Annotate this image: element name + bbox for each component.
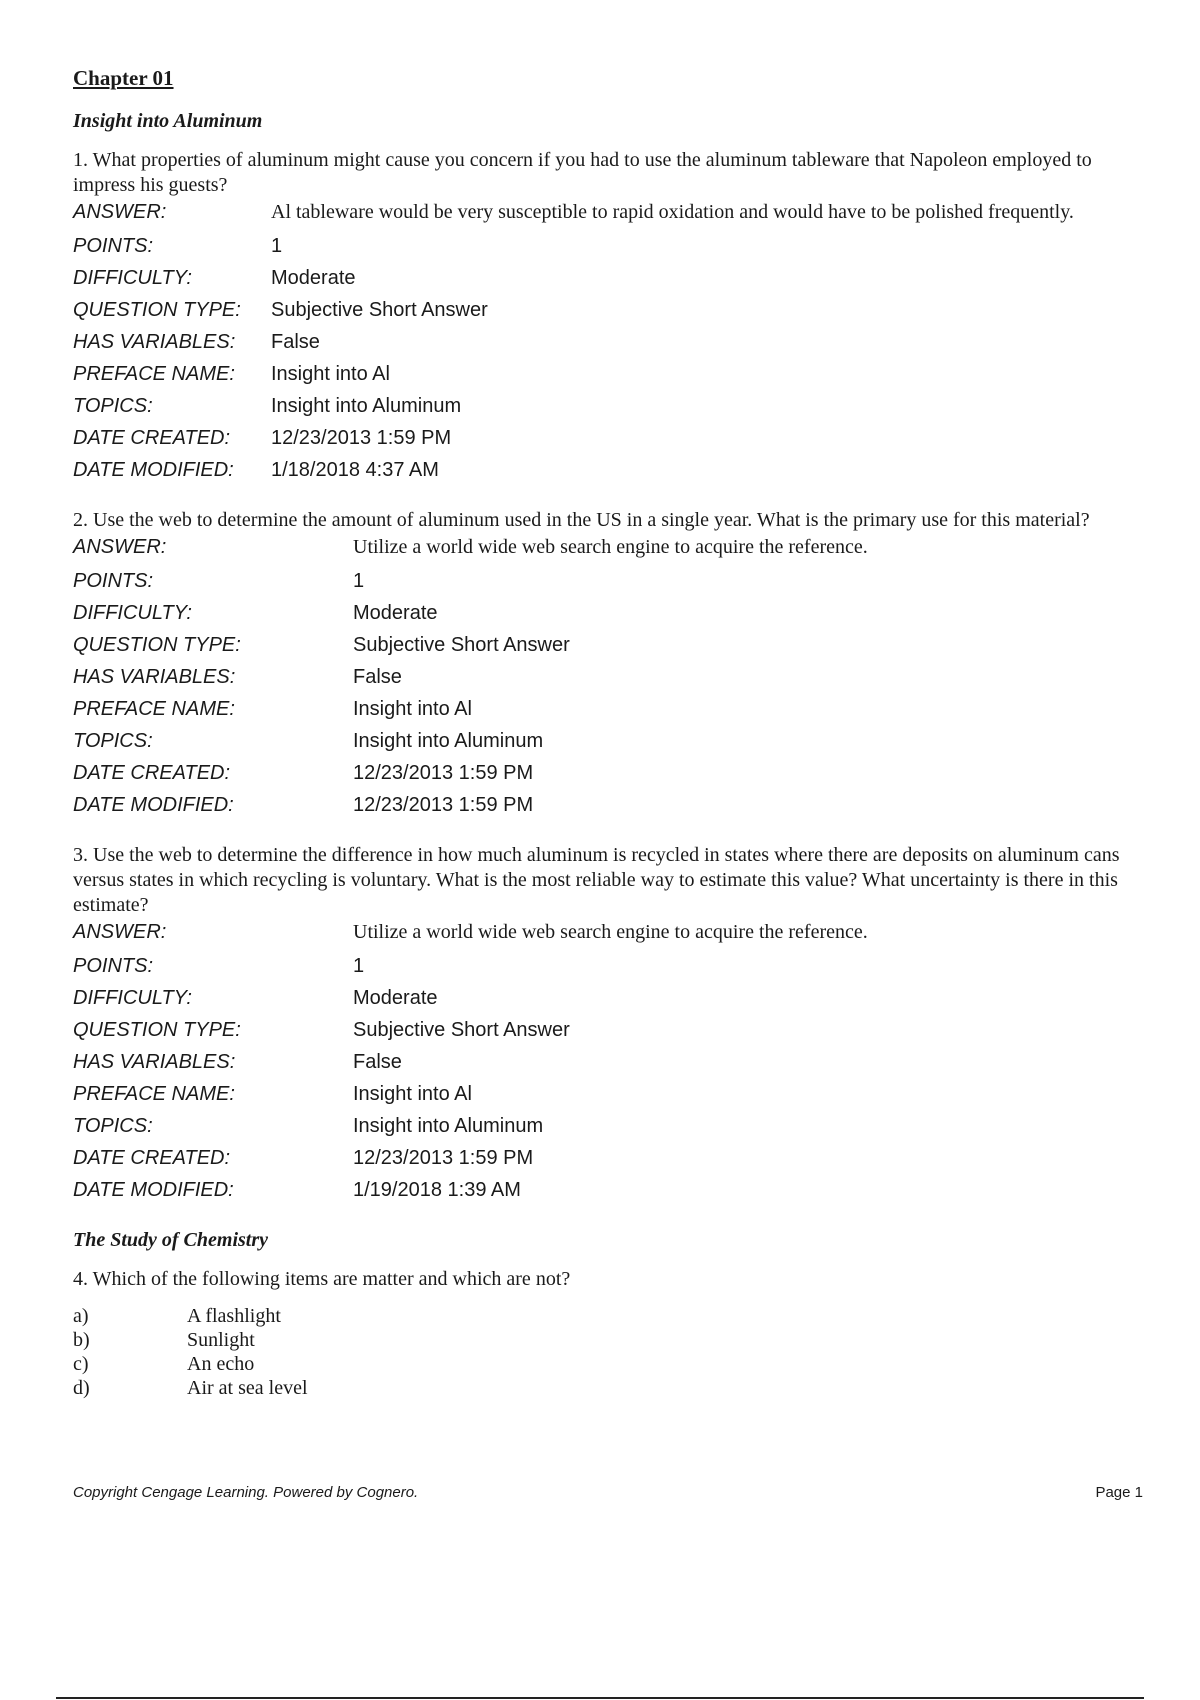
preface-name-label: PREFACE NAME: [73,697,235,720]
choice-list [73,1304,1143,1400]
question-type-value: Subjective Short Answer [271,298,488,321]
topics-value: Insight into Aluminum [353,1114,544,1137]
section-heading-aluminum: Insight into Aluminum [73,110,263,133]
has-variables-row [73,661,1143,693]
points-row [73,565,1143,597]
choice-text: An echo [187,1353,255,1376]
date-created-label: DATE CREATED: [73,761,231,784]
topics-value: Insight into Aluminum [353,729,544,752]
points-label: POINTS: [73,569,154,592]
date-created-row [73,1142,1143,1174]
choice-text: Sunlight [187,1329,255,1352]
choice-item [73,1304,1143,1328]
date-created-row [73,422,1143,454]
question-text: 4. Which of the following items are matter and which are not? [73,1268,571,1291]
answer-label: ANSWER: [73,201,167,224]
topics-row [73,390,1143,422]
date-modified-row [73,454,1143,486]
question-text: 1. What properties of aluminum might cause you concern if you had to use the aluminum tableware that Napoleon employed to impress his guests? [73,149,1092,197]
difficulty-row [73,262,1143,294]
has-variables-label: HAS VARIABLES: [73,665,236,688]
preface-name-value: Insight into Al [271,362,390,385]
choice-letter: b) [73,1329,90,1352]
points-value: 1 [353,569,365,592]
page-number: Page 1 [1095,1484,1143,1501]
choice-letter: c) [73,1353,89,1376]
document-page [73,66,1143,1422]
difficulty-row [73,982,1143,1014]
answer-label: ANSWER: [73,536,167,559]
points-label: POINTS: [73,954,154,977]
question-type-label: QUESTION TYPE: [73,1018,241,1041]
choice-letter: a) [73,1305,89,1328]
question-type-row [73,294,1143,326]
topics-row [73,725,1143,757]
choice-text: Air at sea level [187,1377,308,1400]
question-type-row [73,629,1143,661]
points-row [73,950,1143,982]
date-modified-label: DATE MODIFIED: [73,1178,234,1201]
topics-row [73,1110,1143,1142]
answer-value: Al tableware would be very susceptible to rapid oxidation and would have to be polished frequently. [271,201,1074,224]
question-2 [73,508,1143,821]
has-variables-value: False [271,330,320,353]
topics-value: Insight into Aluminum [271,394,462,417]
difficulty-value: Moderate [353,986,438,1009]
date-created-label: DATE CREATED: [73,1146,231,1169]
difficulty-label: DIFFICULTY: [73,601,192,624]
section-heading-chemistry: The Study of Chemistry [73,1229,269,1252]
difficulty-label: DIFFICULTY: [73,266,192,289]
question-3 [73,843,1143,1206]
difficulty-label: DIFFICULTY: [73,986,192,1009]
question-type-value: Subjective Short Answer [353,633,570,656]
has-variables-label: HAS VARIABLES: [73,330,236,353]
difficulty-value: Moderate [271,266,356,289]
choice-text: A flashlight [187,1305,281,1328]
date-modified-value: 1/18/2018 4:37 AM [271,458,439,481]
question-4 [73,1267,1143,1400]
has-variables-row [73,1046,1143,1078]
date-modified-label: DATE MODIFIED: [73,458,234,481]
chapter-heading: Chapter 01 [73,66,174,90]
points-value: 1 [271,234,283,257]
difficulty-row [73,597,1143,629]
preface-name-label: PREFACE NAME: [73,1082,235,1105]
preface-name-row [73,358,1143,390]
points-row [73,230,1143,262]
topics-label: TOPICS: [73,394,153,417]
date-created-value: 12/23/2013 1:59 PM [353,761,534,784]
question-type-row [73,1014,1143,1046]
question-type-label: QUESTION TYPE: [73,298,241,321]
preface-name-row [73,693,1143,725]
answer-row [73,920,1143,950]
has-variables-row [73,326,1143,358]
topics-label: TOPICS: [73,729,153,752]
preface-name-value: Insight into Al [353,1082,472,1105]
answer-row [73,200,1143,230]
points-value: 1 [353,954,365,977]
has-variables-label: HAS VARIABLES: [73,1050,236,1073]
question-text: 2. Use the web to determine the amount of aluminum used in the US in a single year. What is the primary use for this material? [73,509,1090,532]
date-modified-label: DATE MODIFIED: [73,793,234,816]
question-text: 3. Use the web to determine the difference in how much aluminum is recycled in states where there are deposits on aluminum cans versus states in which recycling is voluntary. What is the most reliable way to estimate this value? What uncertainty is there in this estimate? [73,844,1120,917]
preface-name-label: PREFACE NAME: [73,362,235,385]
has-variables-value: False [353,1050,402,1073]
page-footer [73,1484,1143,1501]
date-created-value: 12/23/2013 1:59 PM [271,426,452,449]
answer-value: Utilize a world wide web search engine to acquire the reference. [353,921,868,944]
choice-item [73,1352,1143,1376]
date-created-label: DATE CREATED: [73,426,231,449]
answer-value: Utilize a world wide web search engine to acquire the reference. [353,536,868,559]
preface-name-value: Insight into Al [353,697,472,720]
points-label: POINTS: [73,234,154,257]
bottom-divider [56,1697,1144,1699]
question-type-value: Subjective Short Answer [353,1018,570,1041]
choice-item [73,1376,1143,1400]
copyright-text: Copyright Cengage Learning. Powered by Cognero. [73,1484,419,1501]
date-modified-value: 1/19/2018 1:39 AM [353,1178,521,1201]
question-type-label: QUESTION TYPE: [73,633,241,656]
difficulty-value: Moderate [353,601,438,624]
preface-name-row [73,1078,1143,1110]
choice-item [73,1328,1143,1352]
date-modified-row [73,789,1143,821]
question-1 [73,148,1143,486]
answer-row [73,535,1143,565]
answer-label: ANSWER: [73,921,167,944]
date-modified-row [73,1174,1143,1206]
date-created-value: 12/23/2013 1:59 PM [353,1146,534,1169]
date-created-row [73,757,1143,789]
has-variables-value: False [353,665,402,688]
choice-letter: d) [73,1377,90,1400]
date-modified-value: 12/23/2013 1:59 PM [353,793,534,816]
topics-label: TOPICS: [73,1114,153,1137]
